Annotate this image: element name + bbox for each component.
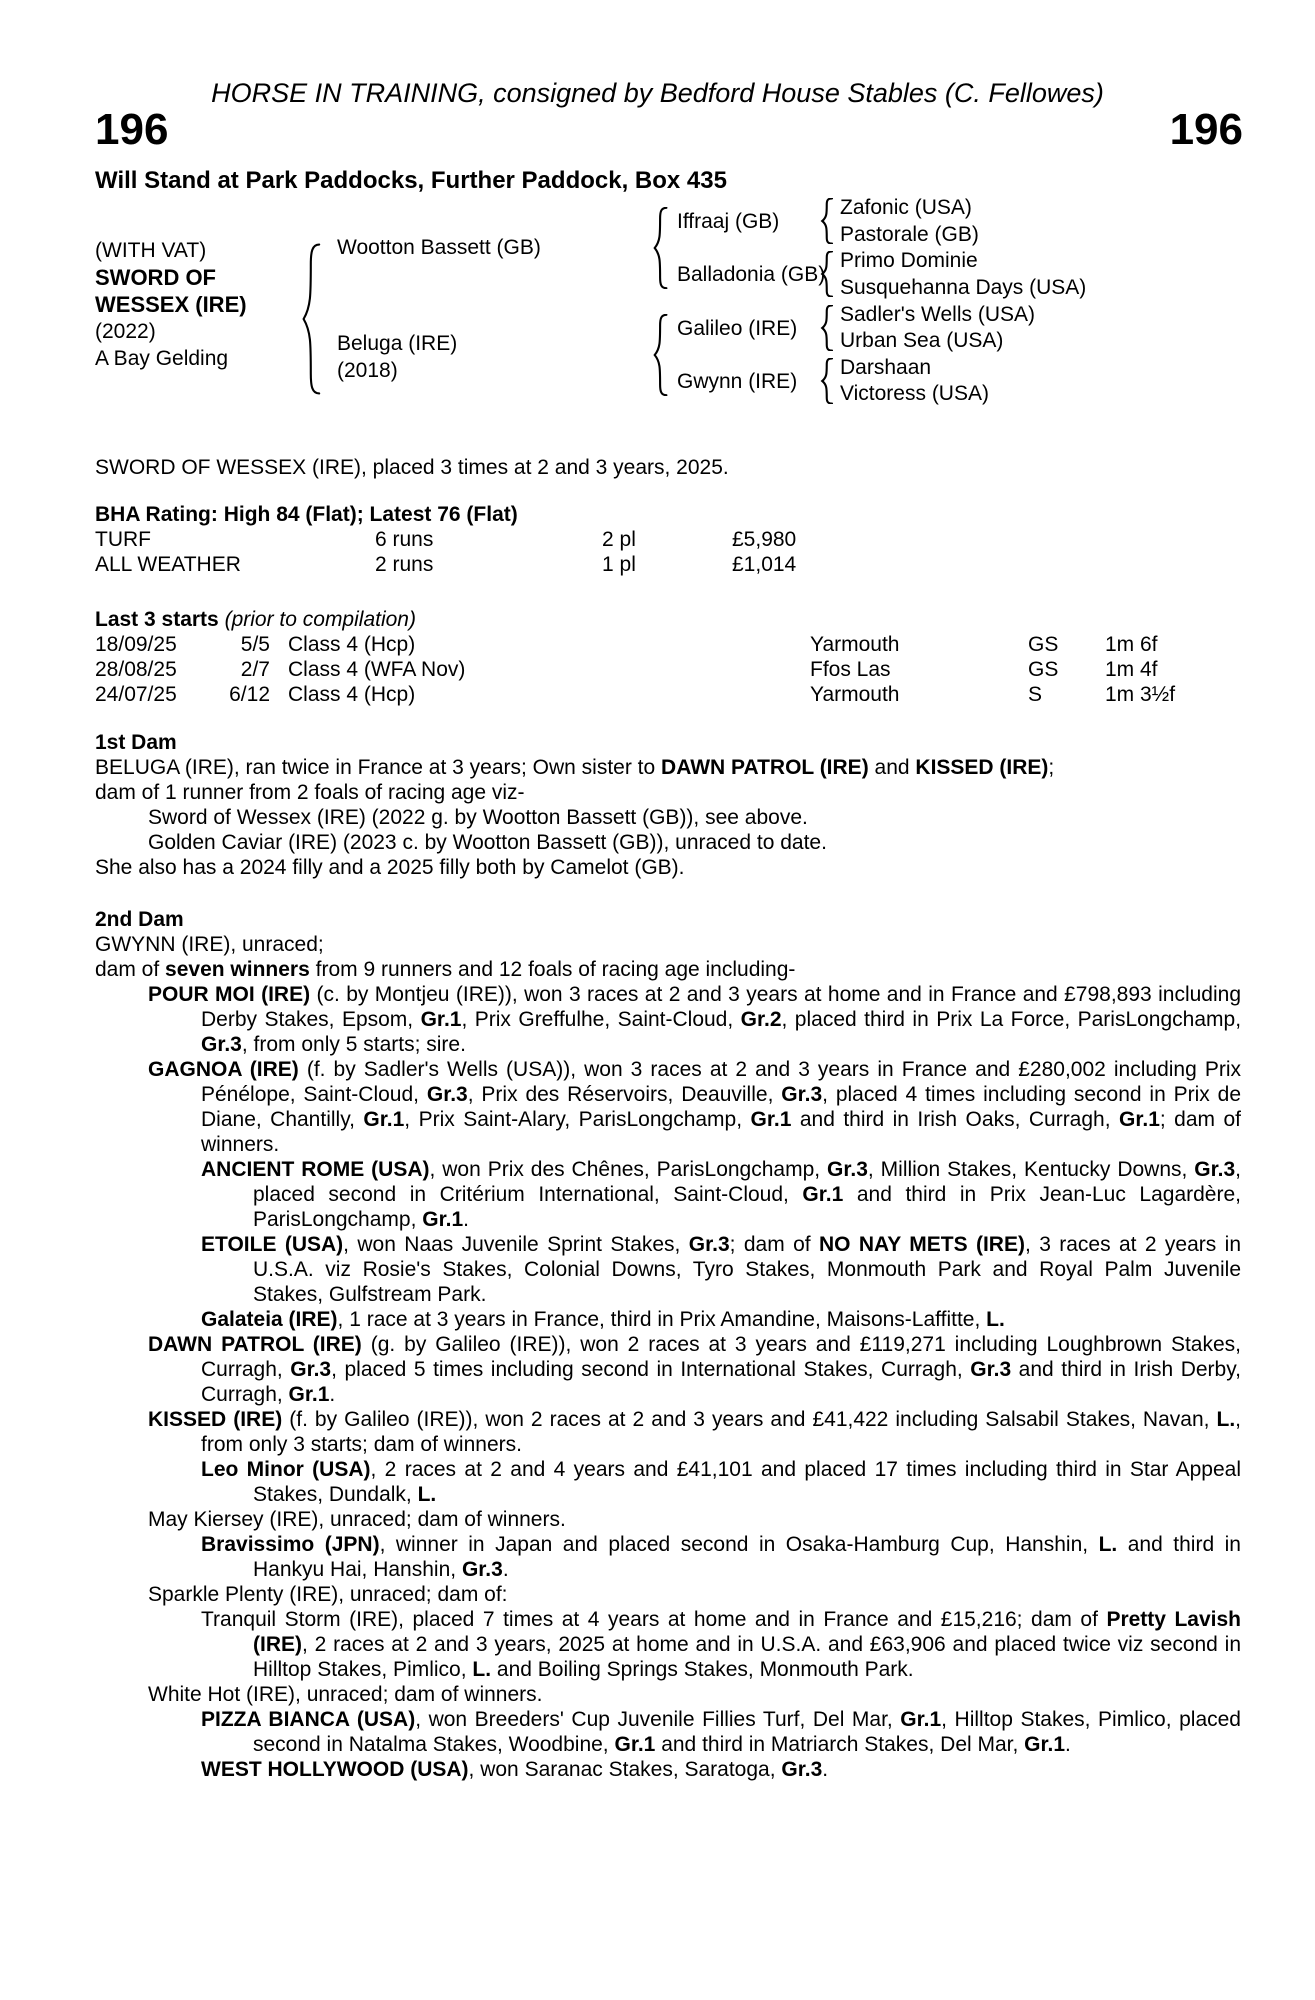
dam-sire-sire: Sadler's Wells (USA) [840, 303, 1035, 326]
consignor-line: HORSE IN TRAINING, consigned by Bedford House Stables (C. Fellowes) [211, 78, 1104, 108]
dam-dam-dam: Victoress (USA) [840, 382, 989, 405]
catalog-paragraph: DAWN PATROL (IRE) (g. by Galileo (IRE)), won 2 races at 3 years and £119,271 including Loughbrown Stakes, Curragh, Gr.3, placed 5 times including second in International Stakes, Curragh, Gr.3 and third in Irish Derby, Curragh, Gr.1. [148, 1333, 1241, 1406]
grandparent-brace-2 [820, 251, 835, 297]
catalog-paragraph: She also has a 2024 filly and a 2025 filly both by Camelot (GB). [95, 856, 685, 879]
distance: 1m 4f [1105, 658, 1158, 681]
finish-position: 2/7 [240, 658, 270, 681]
catalog-paragraph: Sword of Wessex (IRE) (2022 g. by Wootton Bassett (GB)), see above. [148, 806, 808, 829]
bha-rating-line: BHA Rating: High 84 (Flat); Latest 76 (Flat) [95, 503, 518, 526]
catalog-paragraph: May Kiersey (IRE), unraced; dam of winners. [148, 1508, 566, 1531]
catalog-paragraph: Tranquil Storm (IRE), placed 7 times at 4 years at home and in France and £15,216; dam of Pretty Lavish (IRE), 2 races at 2 and 3 years, 2025 at home and in U.S.A. and £63,906 and placed twice viz second in Hilltop Stakes, Pimlico, L. and Boiling Springs Stakes, Monmouth Park. [201, 1608, 1242, 1681]
catalog-body [95, 455, 1241, 1782]
runs-value: 2 runs [375, 553, 434, 576]
sire-dam: Balladonia (GB) [677, 263, 826, 286]
catalog-paragraph: Sparkle Plenty (IRE), unraced; dam of: [148, 1583, 508, 1606]
last-starts-heading [95, 607, 1241, 632]
first-dam-heading: 1st Dam [95, 731, 177, 754]
second-dam-heading: 2nd Dam [95, 908, 184, 931]
horse-summary-block [95, 237, 247, 372]
race-date: 24/07/25 [95, 683, 177, 706]
last-start-row [95, 657, 1241, 682]
finish-position: 6/12 [229, 683, 270, 706]
race-class: Class 4 (Hcp) [288, 633, 416, 656]
race-class: Class 4 (Hcp) [288, 683, 416, 706]
catalog-paragraph: WEST HOLLYWOOD (USA), won Saranac Stakes, Saratoga, Gr.3. [201, 1758, 829, 1781]
catalog-paragraph: Golden Caviar (IRE) (2023 c. by Wootton Bassett (GB)), unraced to date. [148, 831, 827, 854]
catalog-paragraph: Galateia (IRE), 1 race at 3 years in France, third in Prix Amandine, Maisons-Laffitte, L. [201, 1308, 1005, 1331]
dam-sire: Galileo (IRE) [677, 317, 798, 340]
last-starts-title: Last 3 starts [95, 608, 219, 631]
racecourse: Ffos Las [810, 658, 891, 681]
pedigree-main-brace [300, 243, 324, 395]
first-dam-section [95, 730, 1241, 880]
grandparent-brace-4 [820, 358, 835, 404]
catalog-paragraph: dam of seven winners from 9 runners and 12 foals of racing age including- [95, 958, 796, 981]
going: GS [1028, 658, 1059, 681]
sire-dam-sire: Primo Dominie [840, 249, 978, 272]
catalog-paragraph: GWYNN (IRE), unraced; [95, 933, 324, 956]
horse-description: A Bay Gelding [95, 347, 229, 370]
lot-number-right: 196 [1169, 105, 1243, 154]
race-record-row [95, 552, 1241, 577]
last-start-row [95, 632, 1241, 657]
grandparent-brace-3 [820, 305, 835, 351]
catalog-paragraph: Bravissimo (JPN), winner in Japan and placed second in Osaka-Hamburg Cup, Hanshin, L. and third in Hankyu Hai, Hanshin, Gr.3. [201, 1533, 1241, 1581]
sire-brace [652, 207, 670, 289]
dam-block [337, 330, 457, 384]
last-starts-subtitle: (prior to compilation) [224, 608, 416, 631]
lot-number-left: 196 [95, 105, 169, 154]
catalog-paragraph: dam of 1 runner from 2 foals of racing age viz- [95, 781, 525, 804]
race-record-row [95, 527, 1241, 552]
placings-value: 2 pl [602, 528, 636, 551]
sire-sire: Iffraaj (GB) [677, 210, 780, 233]
catalog-paragraph: BELUGA (IRE), ran twice in France at 3 years; Own sister to DAWN PATROL (IRE) and KISSED (IRE); [95, 756, 1055, 779]
catalog-paragraph: Leo Minor (USA), 2 races at 2 and 4 years and £41,101 and placed 17 times including third in Star Appeal Stakes, Dundalk, L. [201, 1458, 1241, 1506]
race-date: 18/09/25 [95, 633, 177, 656]
going: S [1028, 683, 1043, 706]
runs-value: 6 runs [375, 528, 434, 551]
going: GS [1028, 633, 1059, 656]
distance: 1m 3½f [1105, 683, 1176, 706]
horse-name-line1: SWORD OF [95, 265, 216, 290]
second-dam-section [95, 907, 1241, 1782]
catalog-paragraph: PIZZA BIANCA (USA), won Breeders' Cup Juvenile Fillies Turf, Del Mar, Gr.1, Hilltop Stakes, Pimlico, placed second in Natalma Stakes, Woodbine, Gr.1 and third in Matriarch Stakes, Del Mar, Gr.1. [201, 1708, 1241, 1756]
catalog-paragraph: White Hot (IRE), unraced; dam of winners. [148, 1683, 543, 1706]
dam-brace [652, 314, 670, 396]
second-dam-paragraphs [95, 932, 1241, 1782]
catalog-paragraph: ETOILE (USA), won Naas Juvenile Sprint Stakes, Gr.3; dam of NO NAY METS (IRE), 3 races at 2 years in U.S.A. viz Rosie's Stakes, Colonial Downs, Tyro Stakes, Monmouth Park and Royal Palm Juvenile Stakes, Gulfstream Park. [201, 1233, 1242, 1306]
race-date: 28/08/25 [95, 658, 177, 681]
horse-name-line2: WESSEX (IRE) [95, 292, 247, 317]
last-start-row [95, 682, 1241, 707]
dam-dam-sire: Darshaan [840, 356, 932, 379]
grandparent-brace-1 [820, 198, 835, 244]
surface-label: TURF [95, 528, 151, 551]
earnings-value: £1,014 [732, 553, 797, 576]
pedigree-tree [95, 197, 1240, 432]
sire-sire-sire: Zafonic (USA) [840, 196, 972, 219]
dam-sire-dam: Urban Sea (USA) [840, 329, 1004, 352]
racecourse: Yarmouth [810, 683, 900, 706]
stand-location-line: Will Stand at Park Paddocks, Further Paddock, Box 435 [95, 167, 727, 194]
race-class: Class 4 (WFA Nov) [288, 658, 466, 681]
catalog-paragraph: POUR MOI (IRE) (c. by Montjeu (IRE)), won 3 races at 2 and 3 years at home and in France and £798,893 including Derby Stakes, Epsom, Gr.1, Prix Greffulhe, Saint-Cloud, Gr.2, placed third in Prix La Force, ParisLongchamp, Gr.3, from only 5 starts; sire. [148, 983, 1242, 1056]
dam-dam: Gwynn (IRE) [677, 370, 798, 393]
horse-foaling-year: (2022) [95, 320, 156, 343]
vat-note: (WITH VAT) [95, 239, 207, 262]
racecourse: Yarmouth [810, 633, 900, 656]
dam-year: (2018) [337, 359, 398, 382]
race-summary: SWORD OF WESSEX (IRE), placed 3 times at 2 and 3 years, 2025. [95, 456, 729, 479]
earnings-value: £5,980 [732, 528, 797, 551]
distance: 1m 6f [1105, 633, 1158, 656]
sire-sire-dam: Pastorale (GB) [840, 223, 979, 246]
catalog-paragraph: KISSED (IRE) (f. by Galileo (IRE)), won 2 races at 2 and 3 years and £41,422 including Salsabil Stakes, Navan, L., from only 3 starts; dam of winners. [148, 1408, 1242, 1456]
first-dam-paragraphs [95, 755, 1241, 880]
surface-label: ALL WEATHER [95, 553, 241, 576]
finish-position: 5/5 [240, 633, 270, 656]
catalog-paragraph: ANCIENT ROME (USA), won Prix des Chênes, ParisLongchamp, Gr.3, Million Stakes, Kentucky Downs, Gr.3, placed second in Critérium International, Saint-Cloud, Gr.1 and third in Prix Jean-Luc Lagardère, ParisLongchamp, Gr.1. [201, 1158, 1241, 1231]
sire-name: Wootton Bassett (GB) [337, 236, 541, 259]
race-record-table [95, 527, 1241, 577]
dam-name: Beluga (IRE) [337, 332, 458, 355]
placings-value: 1 pl [602, 553, 636, 576]
sire-dam-dam: Susquehanna Days (USA) [840, 276, 1087, 299]
catalog-paragraph: GAGNOA (IRE) (f. by Sadler's Wells (USA)), won 3 races at 2 and 3 years in France and £280,002 including Prix Pénélope, Saint-Cloud, Gr.3, Prix des Réservoirs, Deauville, Gr.3, placed 4 times including second in Prix de Diane, Chantilly, Gr.1, Prix Saint-Alary, ParisLongchamp, Gr.1 and third in Irish Oaks, Curragh, Gr.1; dam of winners. [148, 1058, 1242, 1156]
last-starts-table [95, 632, 1241, 707]
